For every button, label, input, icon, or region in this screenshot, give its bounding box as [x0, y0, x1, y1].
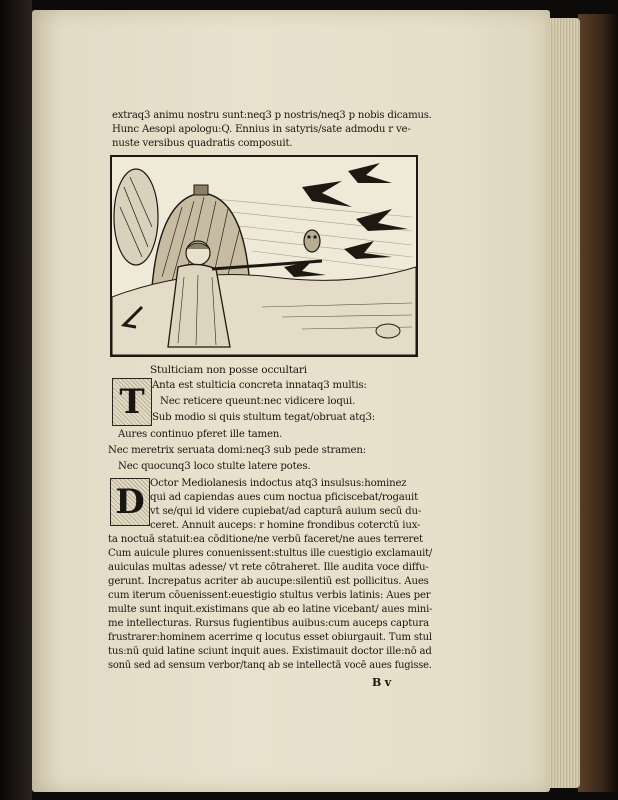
prose-line: gerunt. Increpatus acriter ab aucupe:silentiū est pollicitus. Aues: [108, 576, 429, 587]
prose-line: cum iterum cōuenissent:euestigio stultus verbis latinis: Aues per: [108, 590, 431, 601]
prose-line: ta noctuā statuit:ea cōditione/ne verbū faceret/ne aues terreret: [108, 534, 423, 545]
book-cover-edge: [578, 14, 618, 792]
prose-line: ceret. Annuit auceps: r homine frondibus coterctū iux-: [150, 520, 421, 531]
prose-line: Cum auicule plures conuenissent:stultus ille cuestigio exclamauit/: [108, 548, 433, 559]
woodcut-illustration: [110, 155, 418, 357]
prose-line: tus:nū quid latine sciunt inquit aues. Existimauit doctor ille:nō ad: [108, 646, 432, 657]
book-left-margin: [0, 0, 32, 800]
verse-line: Nec reticere queunt:nec vidicere loqui.: [160, 396, 356, 407]
verse-line: Aures continuo pferet ille tamen.: [118, 429, 283, 440]
prose-line: Octor Mediolanesis indoctus atq3 insulsus:hominez: [150, 478, 407, 489]
illustration-caption: Stulticiam non posse occultari: [150, 364, 307, 376]
prose-line: multe sunt inquit.existimans que ab eo latine vicebant/ aues mini-: [108, 604, 433, 615]
verse-line: Sub modio si quis stultum tegat/obruat atq3:: [152, 412, 376, 423]
page-fore-edge: [550, 18, 580, 788]
decorated-initial: [110, 478, 150, 526]
text-line: nuste versibus quadratis composuit.: [112, 138, 293, 149]
prose-line: sonū sed ad sensum verbor/tanq ab se intellectā vocē aues fugisse.: [108, 660, 432, 671]
decorated-initial: [112, 378, 152, 426]
signature-mark: B v: [372, 676, 391, 689]
initial-letter: T: [119, 382, 145, 422]
prose-line: vt se/qui id videre cupiebat/ad capturā auium secū du-: [150, 506, 422, 517]
prose-line: frustrarer:hominem acerrime q locutus esset obiurgauit. Tum stul: [108, 632, 432, 643]
prose-line: auiculas multas adesse/ vt rete cōtraheret. Ille audita voce diffu-: [108, 562, 429, 573]
verse-line: Anta est stulticia concreta innataq3 multis:: [152, 380, 367, 391]
verse-line: Nec quocunq3 loco stulte latere potes.: [118, 461, 311, 472]
verse-line: Nec meretrix seruata domi:neq3 sub pede stramen:: [108, 445, 366, 456]
prose-line: me intellecturas. Rursus fugientibus auibus:cum auceps captura: [108, 618, 430, 629]
text-line: Hunc Aesopi apologu:Q. Ennius in satyris/sate admodu r ve-: [112, 124, 411, 135]
text-line: extraq3 animu nostru sunt:neq3 p nostris/neq3 p nobis dicamus.: [112, 110, 432, 121]
initial-letter: D: [115, 482, 145, 522]
prose-line: qui ad capiendas aues cum noctua pficiscebat/rogauit: [150, 492, 418, 503]
